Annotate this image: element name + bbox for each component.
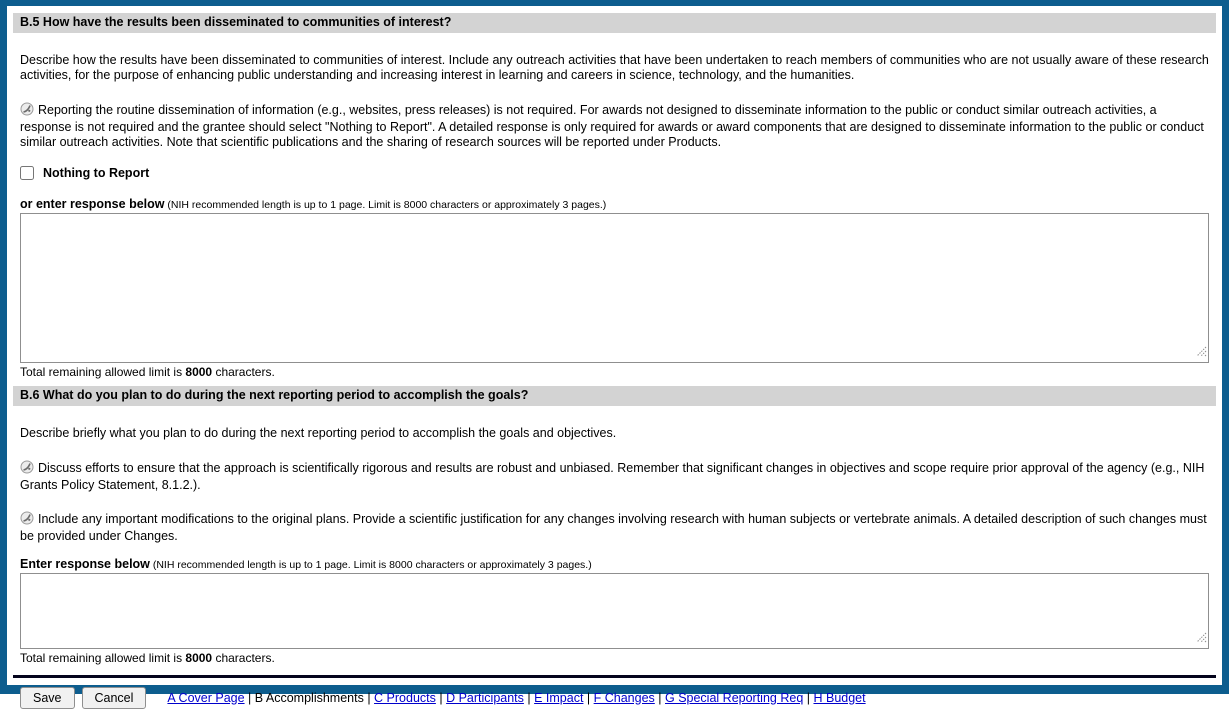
nav-separator: |	[654, 690, 665, 705]
b5-response-wrap	[20, 213, 1209, 363]
b6-remaining-limit: Total remaining allowed limit is 8000 characters.	[20, 650, 275, 665]
nav-separator: |	[363, 690, 375, 705]
nav-item-f-changes[interactable]: F Changes	[593, 690, 655, 705]
section-nav	[167, 691, 865, 705]
b5-remaining-value: 8000	[185, 365, 213, 380]
b5-instruction	[20, 102, 1209, 151]
b5-nothing-to-report-row	[20, 166, 1209, 180]
b5-nothing-to-report-checkbox[interactable]	[20, 166, 34, 180]
b6-remaining-value: 8000	[185, 650, 213, 665]
nav-item-a-cover-page[interactable]: A Cover Page	[167, 690, 245, 705]
nav-item-c-products[interactable]: C Products	[374, 690, 436, 705]
b6-description: Describe briefly what you plan to do during the next reporting period to accomplish the goals and objectives.	[20, 426, 617, 441]
b6-response-label-row	[20, 557, 1209, 571]
nav-item-g-special-reporting-req[interactable]: G Special Reporting Req	[665, 690, 804, 705]
b5-response-label-row	[20, 197, 1209, 211]
b6-response-label: Enter response below	[20, 556, 150, 571]
b6-instruction-1-text: Discuss efforts to ensure that the approach is scientifically rigorous and results are robust and unbiased. Remember that significant changes in objectives and scope require prior approval of the agency (e.g., NIH Grants Policy Statement, 8.1.2.).	[20, 460, 1205, 492]
nih-instruction-icon	[20, 102, 34, 120]
b6-response-textarea[interactable]	[20, 573, 1209, 649]
b5-instruction-text: Reporting the routine dissemination of information (e.g., websites, press releases) is not required. For awards not designed to disseminate information to the public or conduct similar outreach activities, a response is not required and the grantee should select "Nothing to Report". A detailed response is only required for awards or award components that are designed to disseminate information to the public or conduct similar outreach activities. Note that scientific publications and the sharing of research sources will be reported under Products.	[20, 102, 1204, 149]
b5-response-label: or enter response below	[20, 197, 165, 212]
nav-separator: |	[244, 690, 255, 705]
b5-remaining-limit: Total remaining allowed limit is 8000 characters.	[20, 365, 275, 380]
nav-item-d-participants[interactable]: D Participants	[446, 690, 524, 705]
nav-item-h-budget[interactable]: H Budget	[813, 690, 866, 705]
cancel-button[interactable]: Cancel	[82, 687, 147, 709]
nav-item-e-impact[interactable]: E Impact	[534, 690, 584, 705]
nih-instruction-icon	[20, 460, 34, 478]
footer-bar	[20, 687, 1209, 709]
nav-separator: |	[583, 690, 594, 705]
rppr-accomplishments-page	[7, 6, 1222, 705]
b5-response-textarea[interactable]	[20, 213, 1209, 363]
b5-response-hint: (NIH recommended length is up to 1 page. Limit is 8000 characters or approximately 3 pages.)	[164, 199, 607, 212]
section-b6-header: B.6 What do you plan to do during the next reporting period to accomplish the goals?	[13, 386, 1216, 406]
b6-instruction-1	[20, 460, 1209, 494]
b5-nothing-to-report-label[interactable]: Nothing to Report	[43, 166, 150, 181]
b6-response-wrap	[20, 573, 1209, 649]
nav-separator: |	[803, 690, 814, 705]
nav-separator: |	[523, 690, 535, 705]
b6-response-hint: (NIH recommended length is up to 1 page. Limit is 8000 characters or approximately 3 pages.)	[149, 558, 592, 571]
save-button[interactable]: Save	[20, 687, 75, 709]
nav-item-b-accomplishments: B Accomplishments	[254, 690, 364, 705]
b6-instruction-2-text: Include any important modifications to the original plans. Provide a scientific justification for any changes involving research with human subjects or vertebrate animals. A detailed description of such changes must be provided under Changes.	[20, 512, 1207, 544]
footer-divider	[13, 675, 1216, 678]
b5-description: Describe how the results have been disseminated to communities of interest. Include any outreach activities that have been undertaken to reach members of communities who are not usually aware of these research activities, for the purpose of enhancing public understanding and increasing interest in learning and careers in science, technology, and the humanities.	[20, 53, 1209, 83]
nih-instruction-icon	[20, 511, 34, 529]
b6-instruction-2	[20, 511, 1209, 545]
nav-separator: |	[435, 690, 447, 705]
section-b5-header: B.5 How have the results been disseminated to communities of interest?	[13, 13, 1216, 33]
